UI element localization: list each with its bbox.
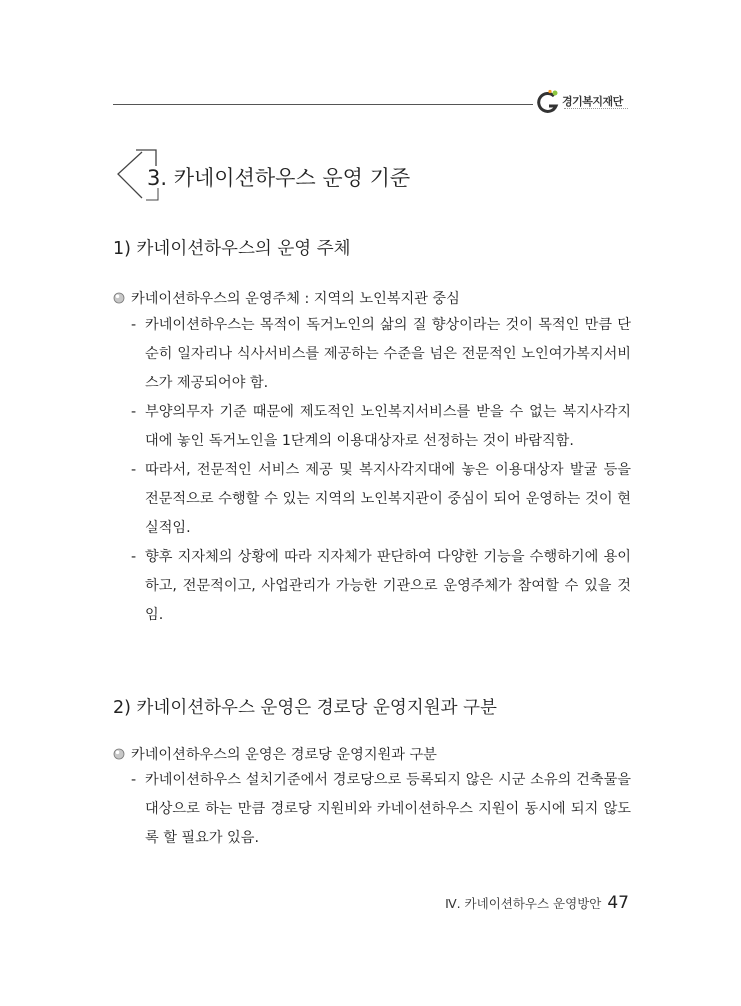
foundation-name: 경기복지재단 <box>562 95 623 108</box>
page-number: 47 <box>607 893 629 913</box>
list-item: - 부양의무자 기준 때문에 제도적인 노인복지서비스를 받을 수 없는 복지사각지대에 놓인 독거노인을 1단계의 이용대상자로 선정하는 것이 바람직함. <box>131 404 631 449</box>
foundation-logo <box>536 89 646 117</box>
list-item: - 향후 지자체의 상황에 따라 지자체가 판단하여 다양한 기능을 수행하기에 용이하고, 전문적이고, 사업관리가 가능한 기관으로 운영주체가 참여할 수 있을 것임. <box>131 549 631 623</box>
section-title: 3. 카네이션하우스 운영 기준 <box>147 166 411 190</box>
foundation-subtitle-rule <box>564 108 628 111</box>
list-item: - 카네이션하우스 설치기준에서 경로당으로 등록되지 않은 시군 소유의 건축물을 대상으로 하는 만큼 경로당 지원비와 카네이션하우스 지원이 동시에 되지 않도록 할 필요가 있음. <box>131 772 631 846</box>
subsection-1-list <box>131 311 631 630</box>
header-rule <box>113 104 533 105</box>
subsection-2-bullet <box>113 744 437 764</box>
list-item: - 따라서, 전문적인 서비스 제공 및 복지사각지대에 놓은 이용대상자 발굴 등을 전문적으로 수행할 수 있는 지역의 노인복지관이 중심이 되어 운영하는 것이 현실적임. <box>131 462 631 536</box>
subsection-2-heading: 2) 카네이션하우스 운영은 경로당 운영지원과 구분 <box>113 698 497 718</box>
list-item: - 카네이션하우스는 목적이 독거노인의 삶의 질 향상이라는 것이 목적인 만큼 단순히 일자리나 식사서비스를 제공하는 수준을 넘은 전문적인 노인여가복지서비스가 제공되어야 함. <box>131 317 631 391</box>
subsection-1-bullet-text: 카네이션하우스의 운영주체 : 지역의 노인복지관 중심 <box>131 291 460 307</box>
page-footer <box>445 893 629 913</box>
subsection-1-bullet <box>113 288 460 308</box>
foundation-logo-icon <box>536 89 562 115</box>
footer-chapter: Ⅳ. 카네이션하우스 운영방안 <box>445 896 602 911</box>
subsection-2-bullet-text: 카네이션하우스의 운영은 경로당 운영지원과 구분 <box>131 747 437 763</box>
subsection-2-list <box>131 766 631 853</box>
subsection-1-heading: 1) 카네이션하우스의 운영 주체 <box>113 239 351 259</box>
bullet-sphere-icon <box>113 748 125 760</box>
bullet-sphere-icon <box>113 292 125 304</box>
